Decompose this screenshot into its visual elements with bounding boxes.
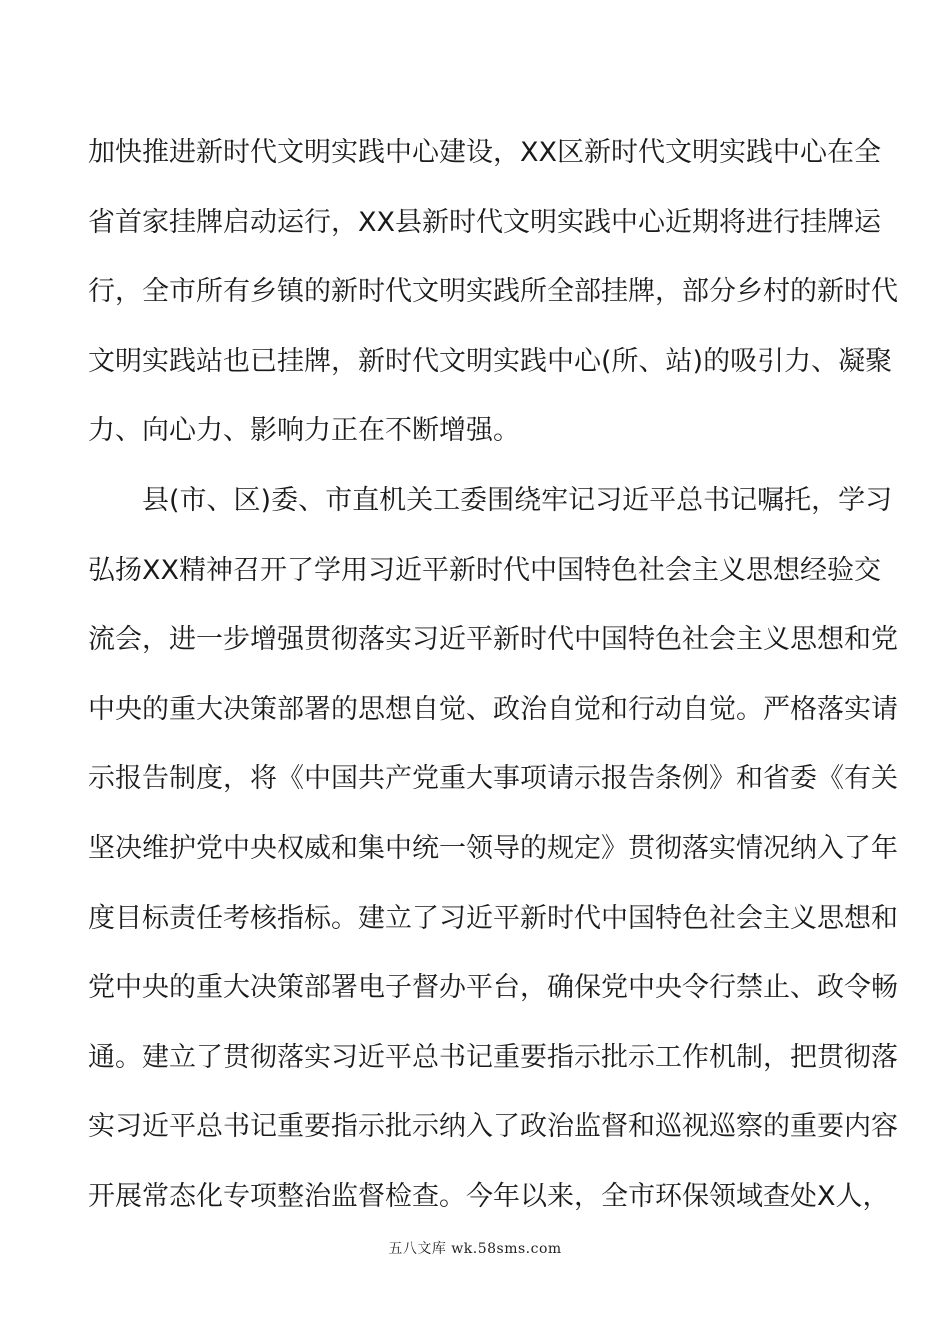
text-line: 力、向心力、影响力正在不断增强。 [88, 415, 520, 447]
text-line: 实习近平总书记重要指示批示纳入了政治监督和巡视巡察的重要内容 [88, 1111, 898, 1143]
text-line: 开展常态化专项整治监督检查。今年以来，全市环保领域查处X人， [88, 1180, 890, 1212]
footer-watermark: 五八文库 wk.58sms.com [388, 1241, 562, 1257]
text-line: 示报告制度，将《中国共产党重大事项请示报告条例》和省委《有关 [88, 763, 898, 795]
document-body [88, 118, 898, 1232]
text-line: 省首家挂牌启动运行，XX县新时代文明实践中心近期将进行挂牌运 [88, 206, 881, 238]
text-line: 县(市、区)委、市直机关工委围绕牢记习近平总书记嘱托，学习 [142, 484, 893, 516]
text-line: 坚决维护党中央权威和集中统一领导的规定》贯彻落实情况纳入了年 [88, 832, 898, 864]
text-line: 弘扬XX精神召开了学用习近平新时代中国特色社会主义思想经验交 [88, 554, 881, 586]
text-line: 文明实践站也已挂牌，新时代文明实践中心(所、站)的吸引力、凝聚 [88, 345, 893, 377]
text-line: 党中央的重大决策部署电子督办平台，确保党中央令行禁止、政令畅 [88, 972, 898, 1004]
text-line: 加快推进新时代文明实践中心建设，XX区新时代文明实践中心在全 [88, 137, 881, 168]
text-line: 行，全市所有乡镇的新时代文明实践所全部挂牌，部分乡村的新时代 [88, 276, 898, 308]
paragraph-2 [88, 466, 898, 1232]
paragraph-1 [88, 118, 898, 466]
text-line: 中央的重大决策部署的思想自觉、政治自觉和行动自觉。严格落实请 [88, 693, 898, 725]
text-line: 通。建立了贯彻落实习近平总书记重要指示批示工作机制，把贯彻落 [88, 1041, 898, 1073]
text-line: 度目标责任考核指标。建立了习近平新时代中国特色社会主义思想和 [88, 902, 898, 934]
text-line: 流会，进一步增强贯彻落实习近平新时代中国特色社会主义思想和党 [88, 624, 898, 656]
